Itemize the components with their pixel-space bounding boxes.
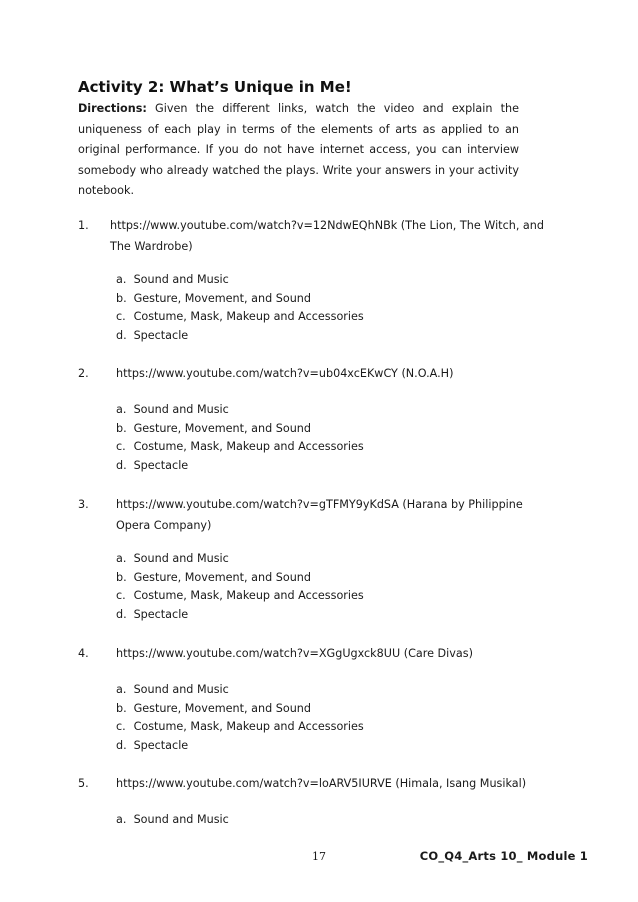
- element-list: [116, 550, 364, 625]
- element-item: a. Sound and Music: [116, 813, 229, 826]
- element-list: [116, 811, 229, 830]
- directions-text: Given the different links, watch the video and explain the uniqueness of each play in terms of the elements of arts as applied to an original performance. If you do not have internet access, you can interview somebody who already watched the plays. Write your answers in your activity notebook.: [78, 102, 519, 197]
- element-item: a. Sound and Music: [116, 552, 229, 565]
- activity-title: Activity 2: What’s Unique in Me!: [78, 78, 352, 96]
- element-item: c. Costume, Mask, Makeup and Accessories: [116, 589, 364, 603]
- element-list: [116, 401, 364, 476]
- item-number: 5.: [78, 777, 89, 790]
- element-item: b. Gesture, Movement, and Sound: [116, 701, 311, 715]
- directions-paragraph: [78, 99, 519, 202]
- item-link-text: https://www.youtube.com/watch?v=XGgUgxck8UU (Care Divas): [116, 647, 473, 660]
- element-item: c. Costume, Mask, Makeup and Accessories: [116, 440, 364, 454]
- directions-label: Directions:: [78, 102, 147, 115]
- element-item: b. Gesture, Movement, and Sound: [116, 421, 311, 435]
- element-item: d. Spectacle: [116, 608, 189, 622]
- element-item: a. Sound and Music: [116, 683, 229, 696]
- element-item: b. Gesture, Movement, and Sound: [116, 291, 311, 305]
- element-list: [116, 271, 364, 346]
- item-link-text: https://www.youtube.com/watch?v=loARV5IURVE (Himala, Isang Musikal): [116, 777, 527, 790]
- item-link-text: https://www.youtube.com/watch?v=gTFMY9yKdSA (Harana by Philippine Opera Company): [116, 498, 523, 532]
- item-number: 3.: [78, 498, 89, 511]
- element-item: d. Spectacle: [116, 739, 189, 753]
- element-item: d. Spectacle: [116, 329, 189, 343]
- module-code: CO_Q4_Arts 10_ Module 1: [419, 849, 588, 863]
- element-item: c. Costume, Mask, Makeup and Accessories: [116, 720, 364, 734]
- element-item: a. Sound and Music: [116, 403, 229, 416]
- element-item: a. Sound and Music: [116, 273, 229, 286]
- item-number: 1.: [78, 219, 89, 232]
- element-list: [116, 681, 364, 756]
- element-item: b. Gesture, Movement, and Sound: [116, 570, 311, 584]
- page-number: 17: [312, 850, 326, 863]
- element-item: c. Costume, Mask, Makeup and Accessories: [116, 310, 364, 324]
- item-number: 2.: [78, 367, 89, 380]
- item-link-text: https://www.youtube.com/watch?v=ub04xcEKwCY (N.O.A.H): [116, 367, 454, 380]
- element-item: d. Spectacle: [116, 459, 189, 473]
- item-link-text: https://www.youtube.com/watch?v=12NdwEQhNBk (The Lion, The Witch, and The Wardrobe): [110, 219, 544, 253]
- item-number: 4.: [78, 647, 89, 660]
